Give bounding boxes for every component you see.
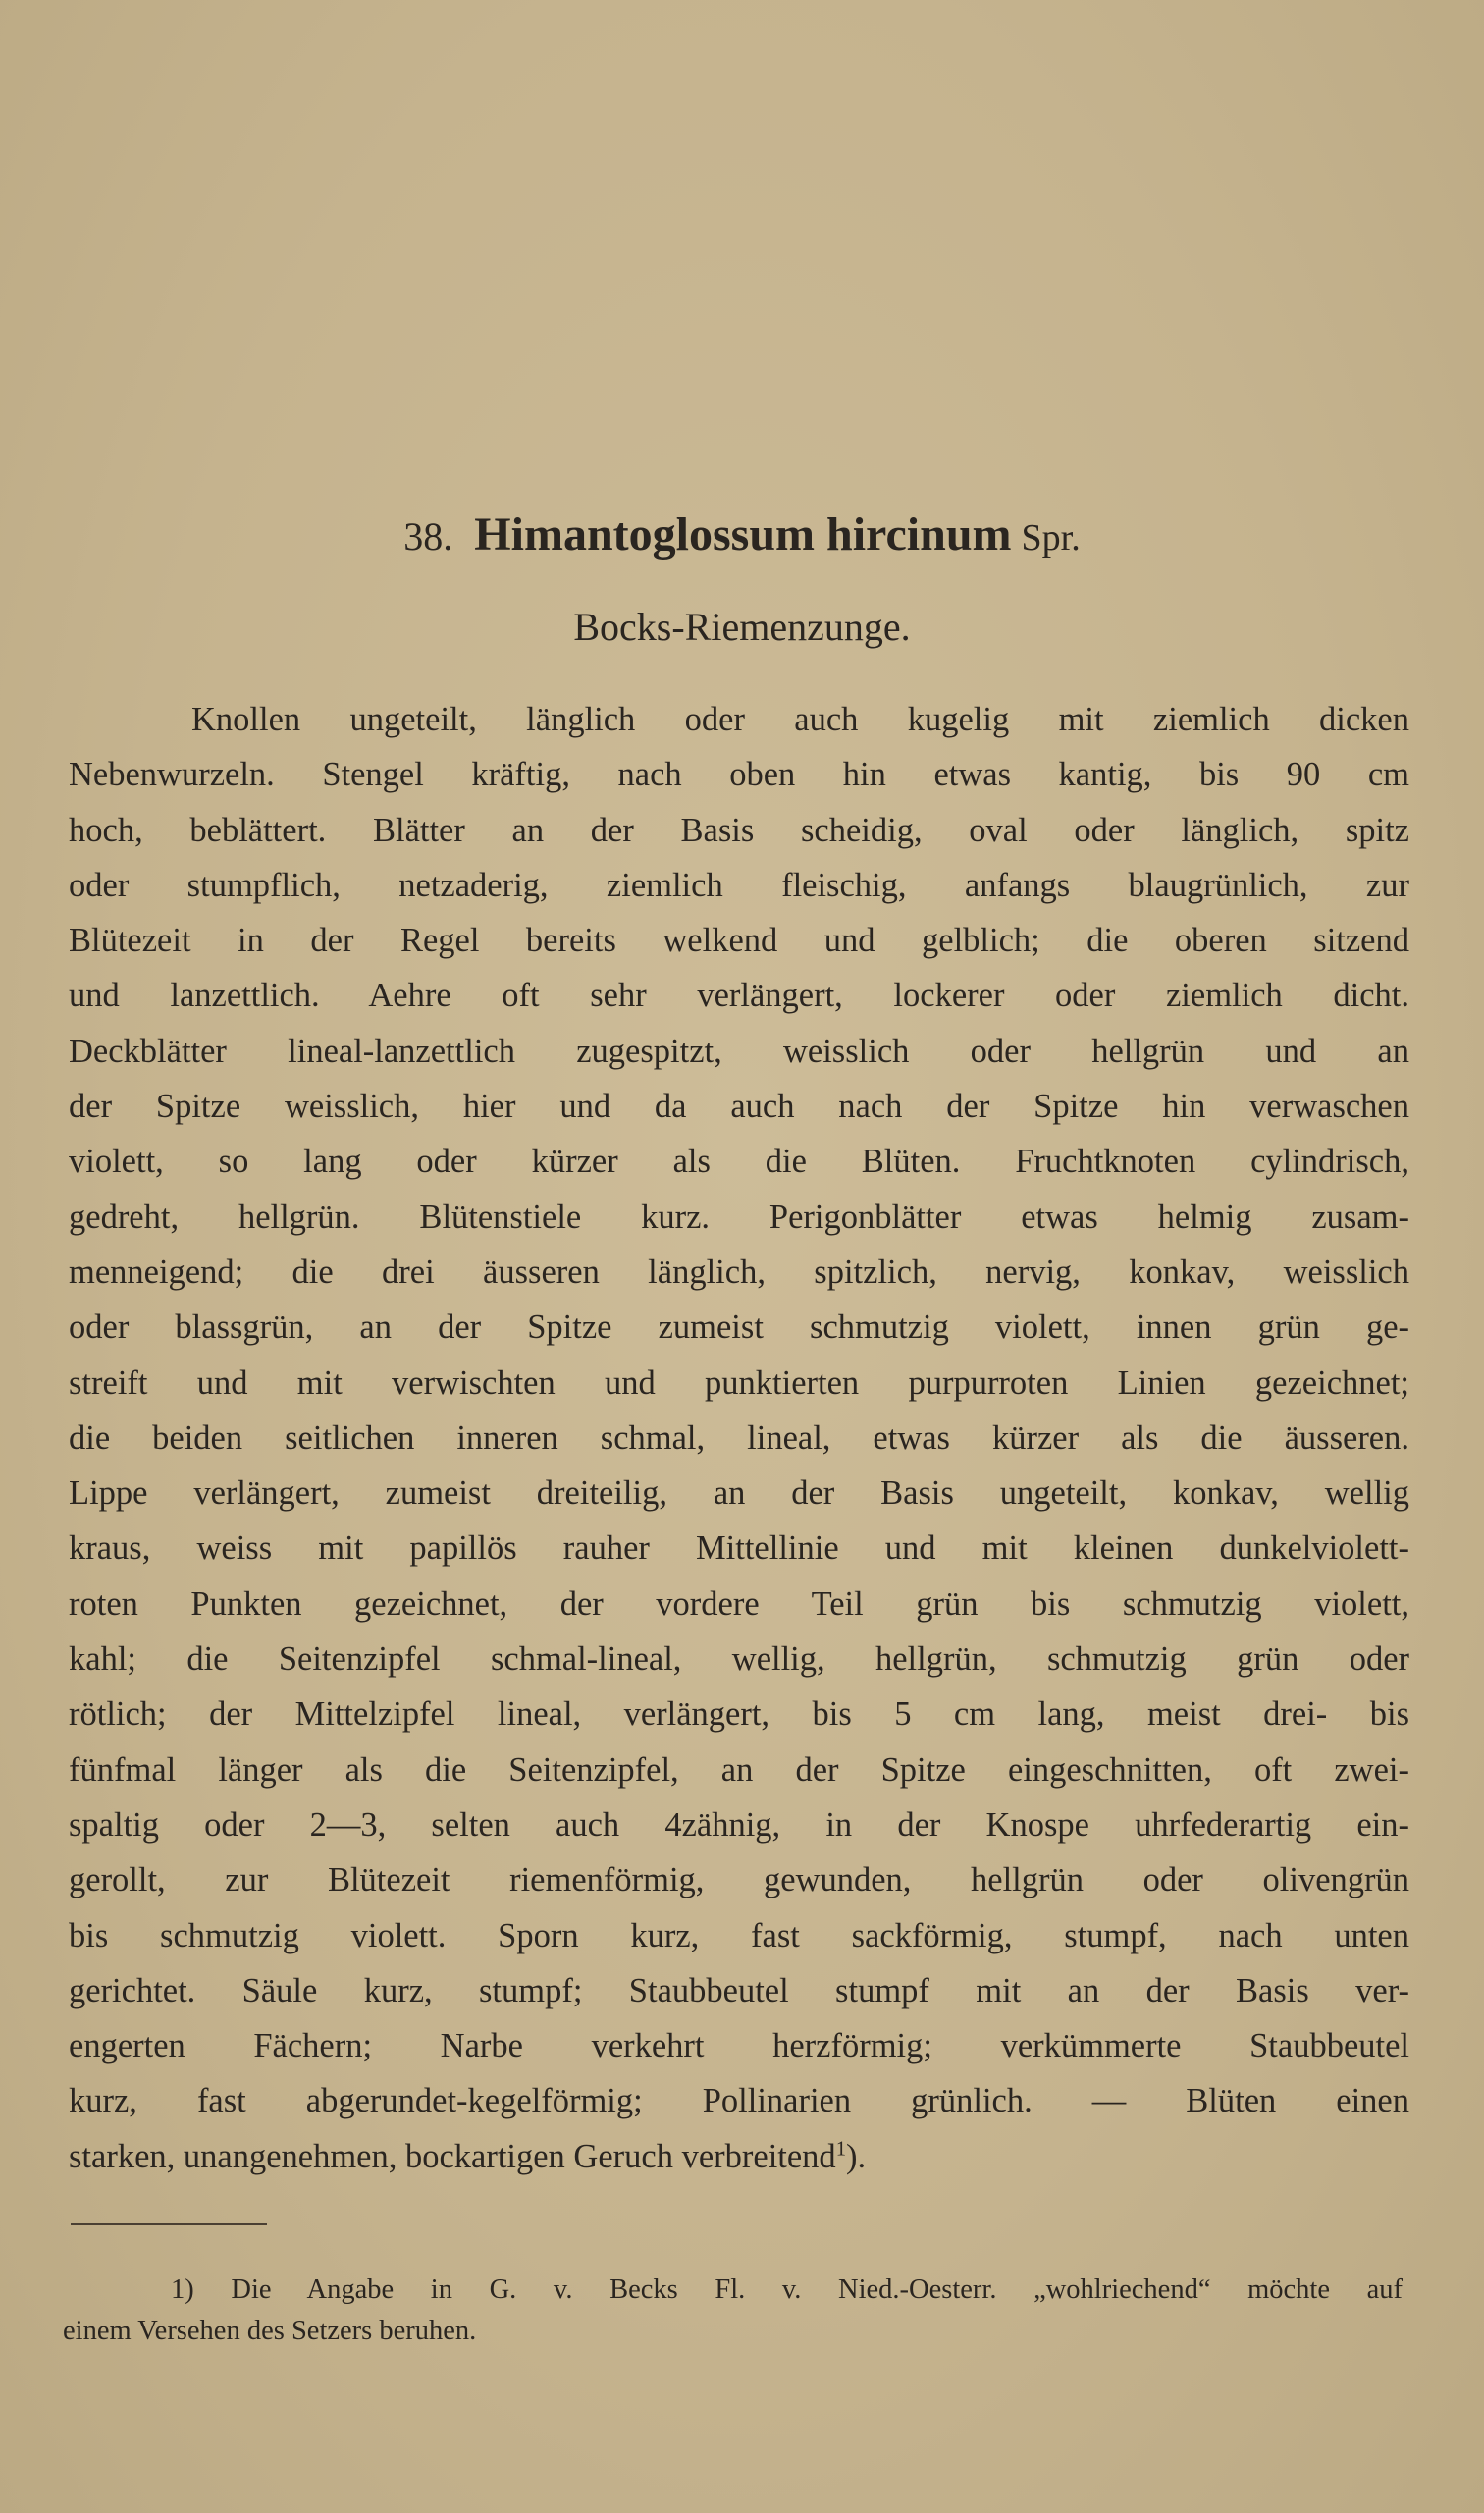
text-line: hoch, beblättert. Blätter an der Basis scheidig, oval oder länglich, spitz bbox=[69, 811, 1409, 849]
footnote-line: 1) Die Angabe in G. v. Becks Fl. v. Nied.-Oesterr. „wohlriechend“ möchte auf bbox=[171, 2274, 1403, 2305]
text-line: die beiden seitlichen inneren schmal, lineal, etwas kürzer als die äusseren. bbox=[69, 1418, 1409, 1457]
text-line: der Spitze weisslich, hier und da auch nach der Spitze hin verwaschen bbox=[69, 1088, 1409, 1126]
text-line: gerichtet. Säule kurz, stumpf; Staubbeutel stumpf mit an der Basis ver- bbox=[69, 1971, 1409, 2009]
species-heading bbox=[0, 501, 1484, 569]
text-line-last bbox=[69, 2129, 1409, 2184]
text-line: oder blassgrün, an der Spitze zumeist schmutzig violett, innen grün ge- bbox=[69, 1309, 1409, 1347]
text-line: menneigend; die drei äusseren länglich, spitzlich, nervig, konkav, weisslich bbox=[69, 1253, 1409, 1291]
text-line: Deckblätter lineal-lanzettlich zugespitzt, weisslich oder hellgrün und an bbox=[69, 1032, 1409, 1070]
text-line: rötlich; der Mittelzipfel lineal, verlängert, bis 5 cm lang, meist drei- bis bbox=[69, 1695, 1409, 1734]
text-line: und lanzettlich. Aehre oft sehr verlängert, lockerer oder ziemlich dicht. bbox=[69, 977, 1409, 1015]
footnote bbox=[63, 2270, 1403, 2352]
text-line: gedreht, hellgrün. Blütenstiele kurz. Perigonblätter etwas helmig zusam- bbox=[69, 1198, 1409, 1236]
text-line: gerollt, zur Blütezeit riemenförmig, gewunden, hellgrün oder olivengrün bbox=[69, 1861, 1409, 1899]
text-line: Knollen ungeteilt, länglich oder auch kugelig mit ziemlich dicken bbox=[191, 701, 1409, 738]
common-name: Bocks-Riemenzunge. bbox=[573, 605, 911, 649]
text-line: roten Punkten gezeichnet, der vordere Teil grün bis schmutzig violett, bbox=[69, 1584, 1409, 1623]
text-line: bis schmutzig violett. Sporn kurz, fast sackförmig, stumpf, nach unten bbox=[69, 1916, 1409, 1954]
species-author: Spr. bbox=[1021, 517, 1081, 559]
text-line: Lippe verlängert, zumeist dreiteilig, an der Basis ungeteilt, konkav, wellig bbox=[69, 1474, 1409, 1513]
species-name: Himantoglossum hircinum bbox=[474, 508, 1012, 561]
text-line: Blütezeit in der Regel bereits welkend und gelblich; die oberen sitzend bbox=[69, 922, 1409, 960]
footnote-line: einem Versehen des Setzers beruhen. bbox=[63, 2316, 477, 2346]
last-line-tail: ). bbox=[846, 2137, 867, 2175]
description-paragraph bbox=[69, 692, 1409, 2184]
text-line: kurz, fast abgerundet-kegelförmig; Pollinarien grünlich. — Blüten einen bbox=[69, 2082, 1409, 2120]
text-line: Nebenwurzeln. Stengel kräftig, nach oben hin etwas kantig, bis 90 cm bbox=[69, 756, 1409, 794]
last-line-text: starken, unangenehmen, bockartigen Geruch verbreitend bbox=[69, 2137, 836, 2175]
text-line: kraus, weiss mit papillös rauher Mittellinie und mit kleinen dunkelviolett- bbox=[69, 1529, 1409, 1568]
species-number: 38. bbox=[403, 514, 453, 559]
text-line: violett, so lang oder kürzer als die Blüten. Fruchtknoten cylindrisch, bbox=[69, 1143, 1409, 1181]
footnote-marker: 1 bbox=[835, 2138, 847, 2161]
text-line: streift und mit verwischten und punktierten purpurroten Linien gezeichnet; bbox=[69, 1363, 1409, 1402]
text-line: kahl; die Seitenzipfel schmal-lineal, wellig, hellgrün, schmutzig grün oder bbox=[69, 1640, 1409, 1679]
text-line: engerten Fächern; Narbe verkehrt herzförmig; verkümmerte Staubbeutel bbox=[69, 2027, 1409, 2065]
text-line: fünfmal länger als die Seitenzipfel, an der Spitze eingeschnitten, oft zwei- bbox=[69, 1750, 1409, 1789]
text-line: oder stumpflich, netzaderig, ziemlich fleischig, anfangs blaugrünlich, zur bbox=[69, 866, 1409, 904]
text-line: spaltig oder 2—3, selten auch 4zähnig, in der Knospe uhrfederartig ein- bbox=[69, 1805, 1409, 1844]
footnote-divider bbox=[71, 2223, 267, 2225]
